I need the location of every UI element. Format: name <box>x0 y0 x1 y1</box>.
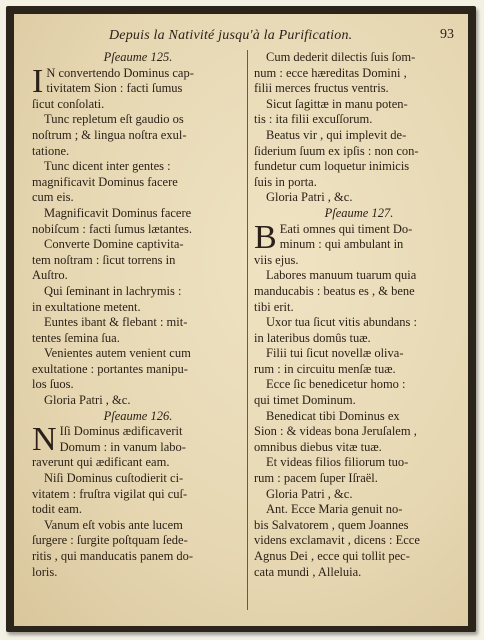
verse-line: ſiderium ſuum ex ipſis : non con- <box>254 143 419 158</box>
verse-line: los ſuos. <box>32 377 74 392</box>
verse-line: ritis , qui manducatis panem do- <box>32 549 194 563</box>
psalm-title: Pſeaume 127. <box>324 205 394 220</box>
psalm-127-opening <box>254 218 464 256</box>
verse-line: Uxor tua ſicut vitis abundans : <box>266 315 418 330</box>
antiphon-line: bis Salvatorem , quem Joannes <box>254 517 409 532</box>
verse-line: Vanum eſt vobis ante lucem <box>44 517 183 532</box>
verse-line: Converte Domine captivita- <box>44 237 184 252</box>
psalm-title: Pſeaume 126. <box>103 408 173 423</box>
verse-line: Qui ſeminant in lachrymis : <box>44 283 182 298</box>
verse-line: nobiſcum : facti ſumus lætantes. <box>32 221 193 236</box>
verse-line: Niſi Dominus cuſtodierit ci- <box>44 471 184 486</box>
verse-line: omnibus diebus vitæ tuæ. <box>254 439 382 454</box>
column-divider <box>247 50 248 610</box>
drop-cap: I <box>32 62 44 100</box>
doxology-line: Gloria Patri , &c. <box>44 393 131 408</box>
verse-line: minum : qui ambulant in <box>279 237 404 252</box>
verse-line: todit eam. <box>32 502 82 517</box>
psalm-title: Pſeaume 125. <box>103 50 173 64</box>
verse-line: filii merces fructus ventris. <box>254 81 389 96</box>
verse-line: loris. <box>32 564 58 579</box>
verse-line: Et videas filios filiorum tuo- <box>266 455 409 470</box>
verse-line: Labores manuum tuarum quia <box>266 268 417 283</box>
verse-line: Tunc repletum eſt gaudio os <box>44 112 184 127</box>
book-page <box>14 14 468 626</box>
verse-line: Eati omnes qui timent Do- <box>279 221 413 236</box>
verse-line: tivitatem Sion : facti ſumus <box>46 81 183 96</box>
verse-line: Tunc dicent inter gentes : <box>44 159 171 174</box>
verse-line: magnificavit Dominus facere <box>32 174 178 189</box>
verse-line: Sicut ſagittæ in manu poten- <box>266 96 408 111</box>
verse-line: tibi erit. <box>254 299 294 314</box>
antiphon-line: videns exclamavit , dicens : Ecce <box>254 533 420 548</box>
verse-line: rum : in circuitu menſæ tuæ. <box>254 361 396 376</box>
verse-line: Filii tui ſicut novellæ oliva- <box>266 346 404 361</box>
drop-cap: N <box>32 421 57 459</box>
verse-line: N convertendo Dominus cap- <box>46 65 194 80</box>
verse-line: tentes ſemina ſua. <box>32 330 120 345</box>
verse-line: Venientes autem venient cum <box>44 346 191 361</box>
verse-line: in lateribus domûs tuæ. <box>254 330 371 345</box>
verse-line: Euntes ibant & flebant : mit- <box>44 315 188 330</box>
verse-line: tem noſtram : ſicut torrens in <box>32 252 176 267</box>
verse-line: Cum dederit dilectis ſuis ſom- <box>266 50 416 64</box>
verse-line: ſicut conſolati. <box>32 96 105 111</box>
verse-line: Ecce ſic benedicetur homo : <box>266 377 406 392</box>
verse-line: tatione. <box>32 143 70 158</box>
psalm-126-opening <box>32 421 244 459</box>
verse-line: ſurgere : ſurgite poſtquam ſede- <box>32 533 188 548</box>
verse-line: vitatem : fruſtra vigilat qui cuſ- <box>32 486 188 501</box>
verse-line: rum : pacem ſuper Iſraël. <box>254 471 378 486</box>
psalm-125-opening <box>32 62 244 100</box>
right-column <box>254 50 464 580</box>
verse-line: Sion : & videas bona Jeruſalem , <box>254 424 417 439</box>
verse-line: ſuis in porta. <box>254 174 317 189</box>
verse-line: in exultatione metent. <box>32 299 141 314</box>
antiphon-line: Ant. Ecce Maria genuit no- <box>266 502 403 517</box>
verse-line: Auſtro. <box>32 268 68 283</box>
verse-line: qui timet Dominum. <box>254 393 356 408</box>
drop-cap: B <box>254 218 277 256</box>
verse-line: Magnificavit Dominus facere <box>44 205 192 220</box>
page-header <box>14 28 468 46</box>
verse-line: manducabis : beatus es , & bene <box>254 283 415 298</box>
antiphon-line: Agnus Dei , ecce qui tollit pec- <box>254 549 410 563</box>
verse-line: num : ecce hæreditas Domini , <box>254 65 407 80</box>
verse-line: exultatione : portantes manipu- <box>32 361 188 376</box>
verse-line: noſtrum ; & lingua noſtra exul- <box>32 127 187 142</box>
verse-line: Iſi Dominus ædificaverit <box>59 424 183 439</box>
verse-line: Domum : in vanum labo- <box>59 439 186 454</box>
left-column <box>32 50 244 580</box>
verse-line: Beatus vir , qui implevit de- <box>266 127 407 142</box>
verse-line: fundetur cum loquetur inimicis <box>254 159 410 174</box>
verse-line: tis : ita filii excuſſorum. <box>254 112 373 127</box>
page-number: 93 <box>440 27 454 42</box>
running-head: Depuis la Nativité jusqu'à la Purification. <box>109 28 353 43</box>
verse-line: cum eis. <box>32 190 74 205</box>
antiphon-line: cata mundi , Alleluia. <box>254 564 362 579</box>
doxology-line: Gloria Patri , &c. <box>266 190 353 205</box>
verse-line: raverunt qui ædificant eam. <box>32 455 170 470</box>
verse-line: Benedicat tibi Dominus ex <box>266 408 400 423</box>
verse-line: viis ejus. <box>254 252 299 267</box>
doxology-line: Gloria Patri , &c. <box>266 486 353 501</box>
